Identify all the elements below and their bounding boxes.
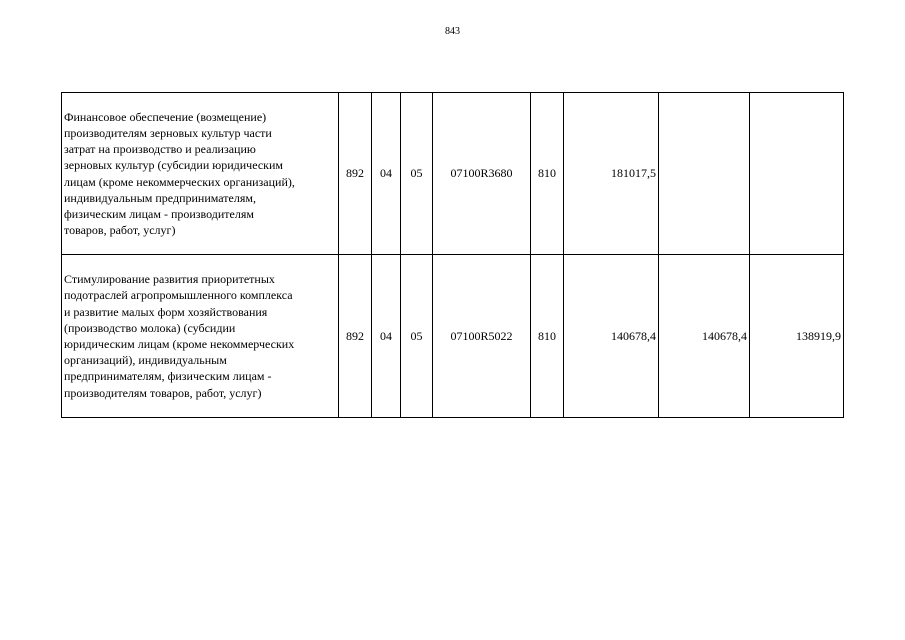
amount-3-cell: 138919,9 xyxy=(750,255,844,418)
description-line: зерновых культур (субсидии юридическим xyxy=(64,158,283,173)
amount-3-cell xyxy=(750,93,844,255)
description-cell xyxy=(62,255,339,418)
description-line: Стимулирование развития приоритетных xyxy=(64,272,275,287)
amount-2-cell: 140678,4 xyxy=(659,255,750,418)
description-line: затрат на производство и реализацию xyxy=(64,142,256,157)
description-line: производителям зерновых культур части xyxy=(64,125,272,140)
ministry-code-cell: 892 xyxy=(339,255,372,418)
target-article-cell: 07100R3680 xyxy=(433,93,531,255)
description-line: физическим лицам - производителям xyxy=(64,206,254,221)
ministry-code-cell: 892 xyxy=(339,93,372,255)
description-line: производителям товаров, работ, услуг) xyxy=(64,385,262,400)
amount-1-cell: 140678,4 xyxy=(564,255,659,418)
subsection-code-cell: 05 xyxy=(401,255,433,418)
description-line: подотраслей агропромышленного комплекса xyxy=(64,288,293,303)
description-line: индивидуальным предпринимателям, xyxy=(64,190,256,205)
description-line: организаций), индивидуальным xyxy=(64,353,227,368)
table-row xyxy=(62,93,844,255)
table-row xyxy=(62,255,844,418)
section-code-cell: 04 xyxy=(372,255,401,418)
expense-type-cell: 810 xyxy=(531,255,564,418)
page-number: 843 xyxy=(445,26,460,37)
description-line: товаров, работ, услуг) xyxy=(64,223,176,238)
budget-table xyxy=(61,92,844,418)
target-article-cell: 07100R5022 xyxy=(433,255,531,418)
description-line: юридическим лицам (кроме некоммерческих xyxy=(64,337,295,351)
description-line: и развитие малых форм хозяйствования xyxy=(64,304,268,319)
description-line: Финансовое обеспечение (возмещение) xyxy=(64,109,267,124)
description-line: лицам (кроме некоммерческих организаций), xyxy=(64,174,295,189)
description-line: предпринимателям, физическим лицам - xyxy=(64,369,272,384)
amount-2-cell xyxy=(659,93,750,255)
section-code-cell: 04 xyxy=(372,93,401,255)
description-line: (производство молока) (субсидии xyxy=(64,320,236,335)
description-cell xyxy=(62,93,339,255)
subsection-code-cell: 05 xyxy=(401,93,433,255)
amount-1-cell: 181017,5 xyxy=(564,93,659,255)
expense-type-cell: 810 xyxy=(531,93,564,255)
